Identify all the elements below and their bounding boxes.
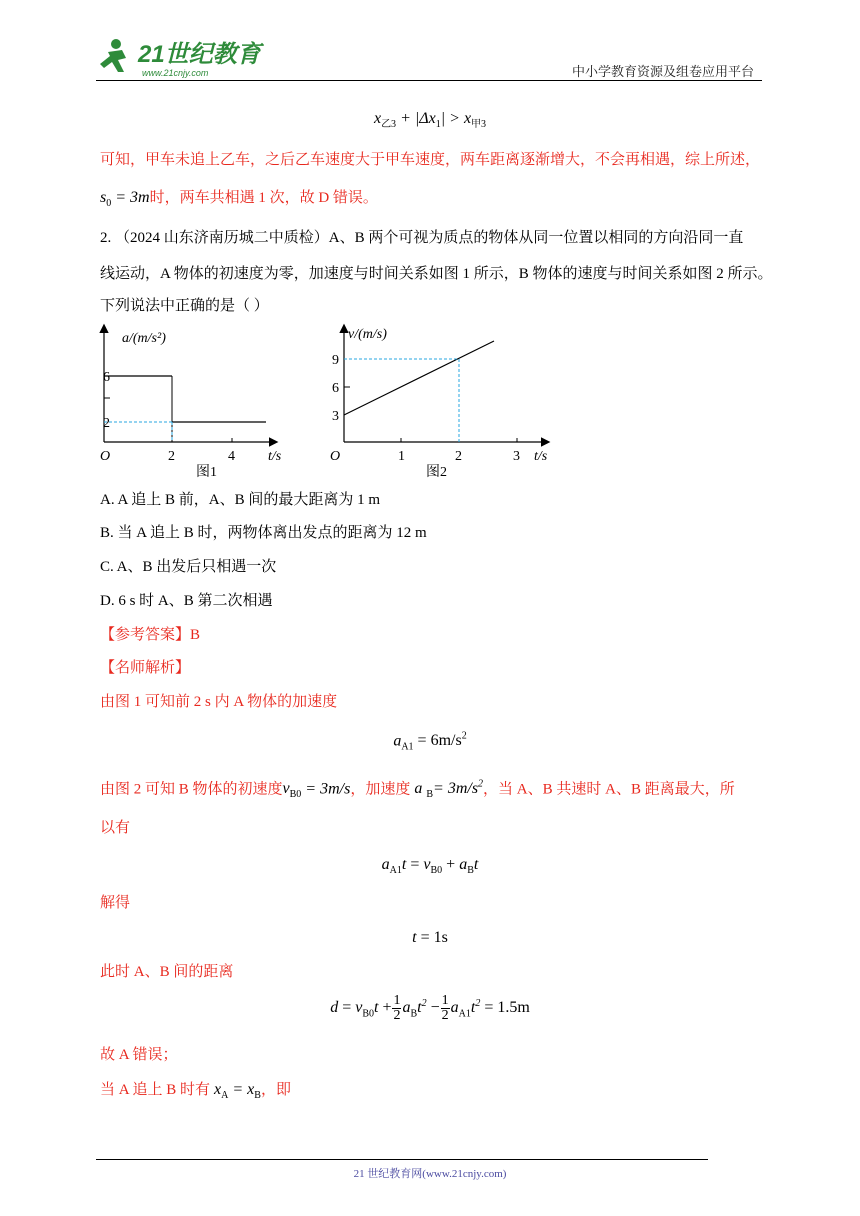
footer-text: 21 世纪教育网(www.21cnjy.com) bbox=[353, 1168, 507, 1180]
option-c: C. A、B 出发后只相遇一次 bbox=[100, 559, 277, 575]
analysis-line5: 此时 A、B 间的距离 bbox=[100, 964, 234, 980]
header-platform-text: 中小学教育资源及组卷应用平台 bbox=[571, 64, 754, 79]
fig1-xtick-2: 2 bbox=[168, 449, 175, 464]
analysis-line4: 解得 bbox=[100, 895, 131, 911]
fig2-ytick-9: 9 bbox=[332, 353, 339, 368]
fig2-origin: O bbox=[330, 449, 341, 464]
footer-divider bbox=[96, 1159, 708, 1160]
question2-line1: 2. （2024 山东济南历城二中质检）A、B 两个可视为质点的物体从同一位置以相同的方向沿同一直 bbox=[100, 230, 744, 246]
equation-distance: $d = v_{B0}t$ + $\frac{1}{2}$ $a_Bt^2$ − $\frac{1}{2}$ $a_{A1}t^2 = 1.5m$ bbox=[330, 993, 530, 1023]
reference-answer: 【参考答案】B bbox=[100, 627, 201, 643]
fig1-xlabel: t/s bbox=[268, 449, 282, 464]
fig1-caption: 图1 bbox=[196, 465, 217, 480]
equation-t: t = 1s bbox=[412, 929, 448, 946]
option-b: B. 当 A 追上 B 时，两物体离出发点的距离为 12 m bbox=[100, 525, 427, 541]
analysis-line7: 当 A 追上 B 时有 $x_A = x_B$，即 bbox=[100, 1081, 291, 1102]
fig2-xtick-1: 1 bbox=[398, 449, 405, 464]
fig2-xtick-2: 2 bbox=[455, 449, 462, 464]
fig2-ytick-6: 6 bbox=[332, 381, 339, 396]
fig2-ytick-3: 3 bbox=[332, 409, 339, 424]
analysis-line2: 由图 2 可知 B 物体的初速度$v_{B0} = 3m/s$，加速度 a $_B= 3m/s^2$，当 A、B 共速时 A、B 距离最大，所 bbox=[100, 779, 735, 801]
analysis-title: 【名师解析】 bbox=[100, 660, 191, 676]
fig1-ylabel: a/(m/s²) bbox=[122, 331, 166, 346]
header-divider bbox=[96, 80, 762, 81]
fig1-xtick-4: 4 bbox=[228, 449, 235, 464]
question2-line2: 线运动，A 物体的初速度为零，加速度与时间关系如图 1 所示，B 物体的速度与时间关系如图 2 所示。 bbox=[100, 266, 773, 282]
para1-line1: 可知，甲车未追上乙车，之后乙车速度大于甲车速度，两车距离逐渐增大，不会再相遇，综上所述， bbox=[100, 152, 761, 168]
para1-line2: $s_0 = 3m$时，两车共相遇 1 次，故 D 错误。 bbox=[100, 189, 378, 210]
equation-top: $x_{乙3} + |\Delta x_1| > x_{甲3}$ bbox=[373, 110, 487, 131]
fig2-xlabel: t/s bbox=[534, 449, 548, 464]
equation-common-speed: $a_{A1}t = v_{B0} + a_Bt$ bbox=[381, 856, 479, 877]
fig2-velocity-line bbox=[344, 341, 494, 415]
analysis-line3: 以有 bbox=[100, 820, 131, 836]
fig1-ytick-6: 6 bbox=[103, 370, 110, 385]
analysis-line1: 由图 1 可知前 2 s 内 A 物体的加速度 bbox=[100, 694, 338, 710]
figure2-graph bbox=[330, 326, 548, 480]
option-d: D. 6 s 时 A、B 第二次相遇 bbox=[100, 593, 273, 609]
logo-url: www.21cnjy.com bbox=[142, 68, 209, 78]
figures bbox=[96, 318, 566, 488]
option-a: A. A 追上 B 前，A、B 间的最大距离为 1 m bbox=[100, 492, 381, 508]
analysis-line6: 故 A 错误； bbox=[100, 1047, 178, 1063]
fig2-xtick-3: 3 bbox=[513, 449, 520, 464]
fig2-ylabel: v/(m/s) bbox=[348, 327, 387, 342]
site-logo bbox=[96, 32, 266, 80]
equation-aA1: $a_{A1} = 6m/s^2$ bbox=[393, 731, 467, 753]
figure1-graph bbox=[100, 326, 282, 480]
fig1-ytick-2: 2 bbox=[103, 416, 110, 431]
question2-line3: 下列说法中正确的是（ ） bbox=[100, 298, 269, 314]
logo-text: 21世纪教育 bbox=[138, 41, 261, 68]
fig1-origin: O bbox=[100, 449, 111, 464]
fig2-caption: 图2 bbox=[426, 465, 447, 480]
